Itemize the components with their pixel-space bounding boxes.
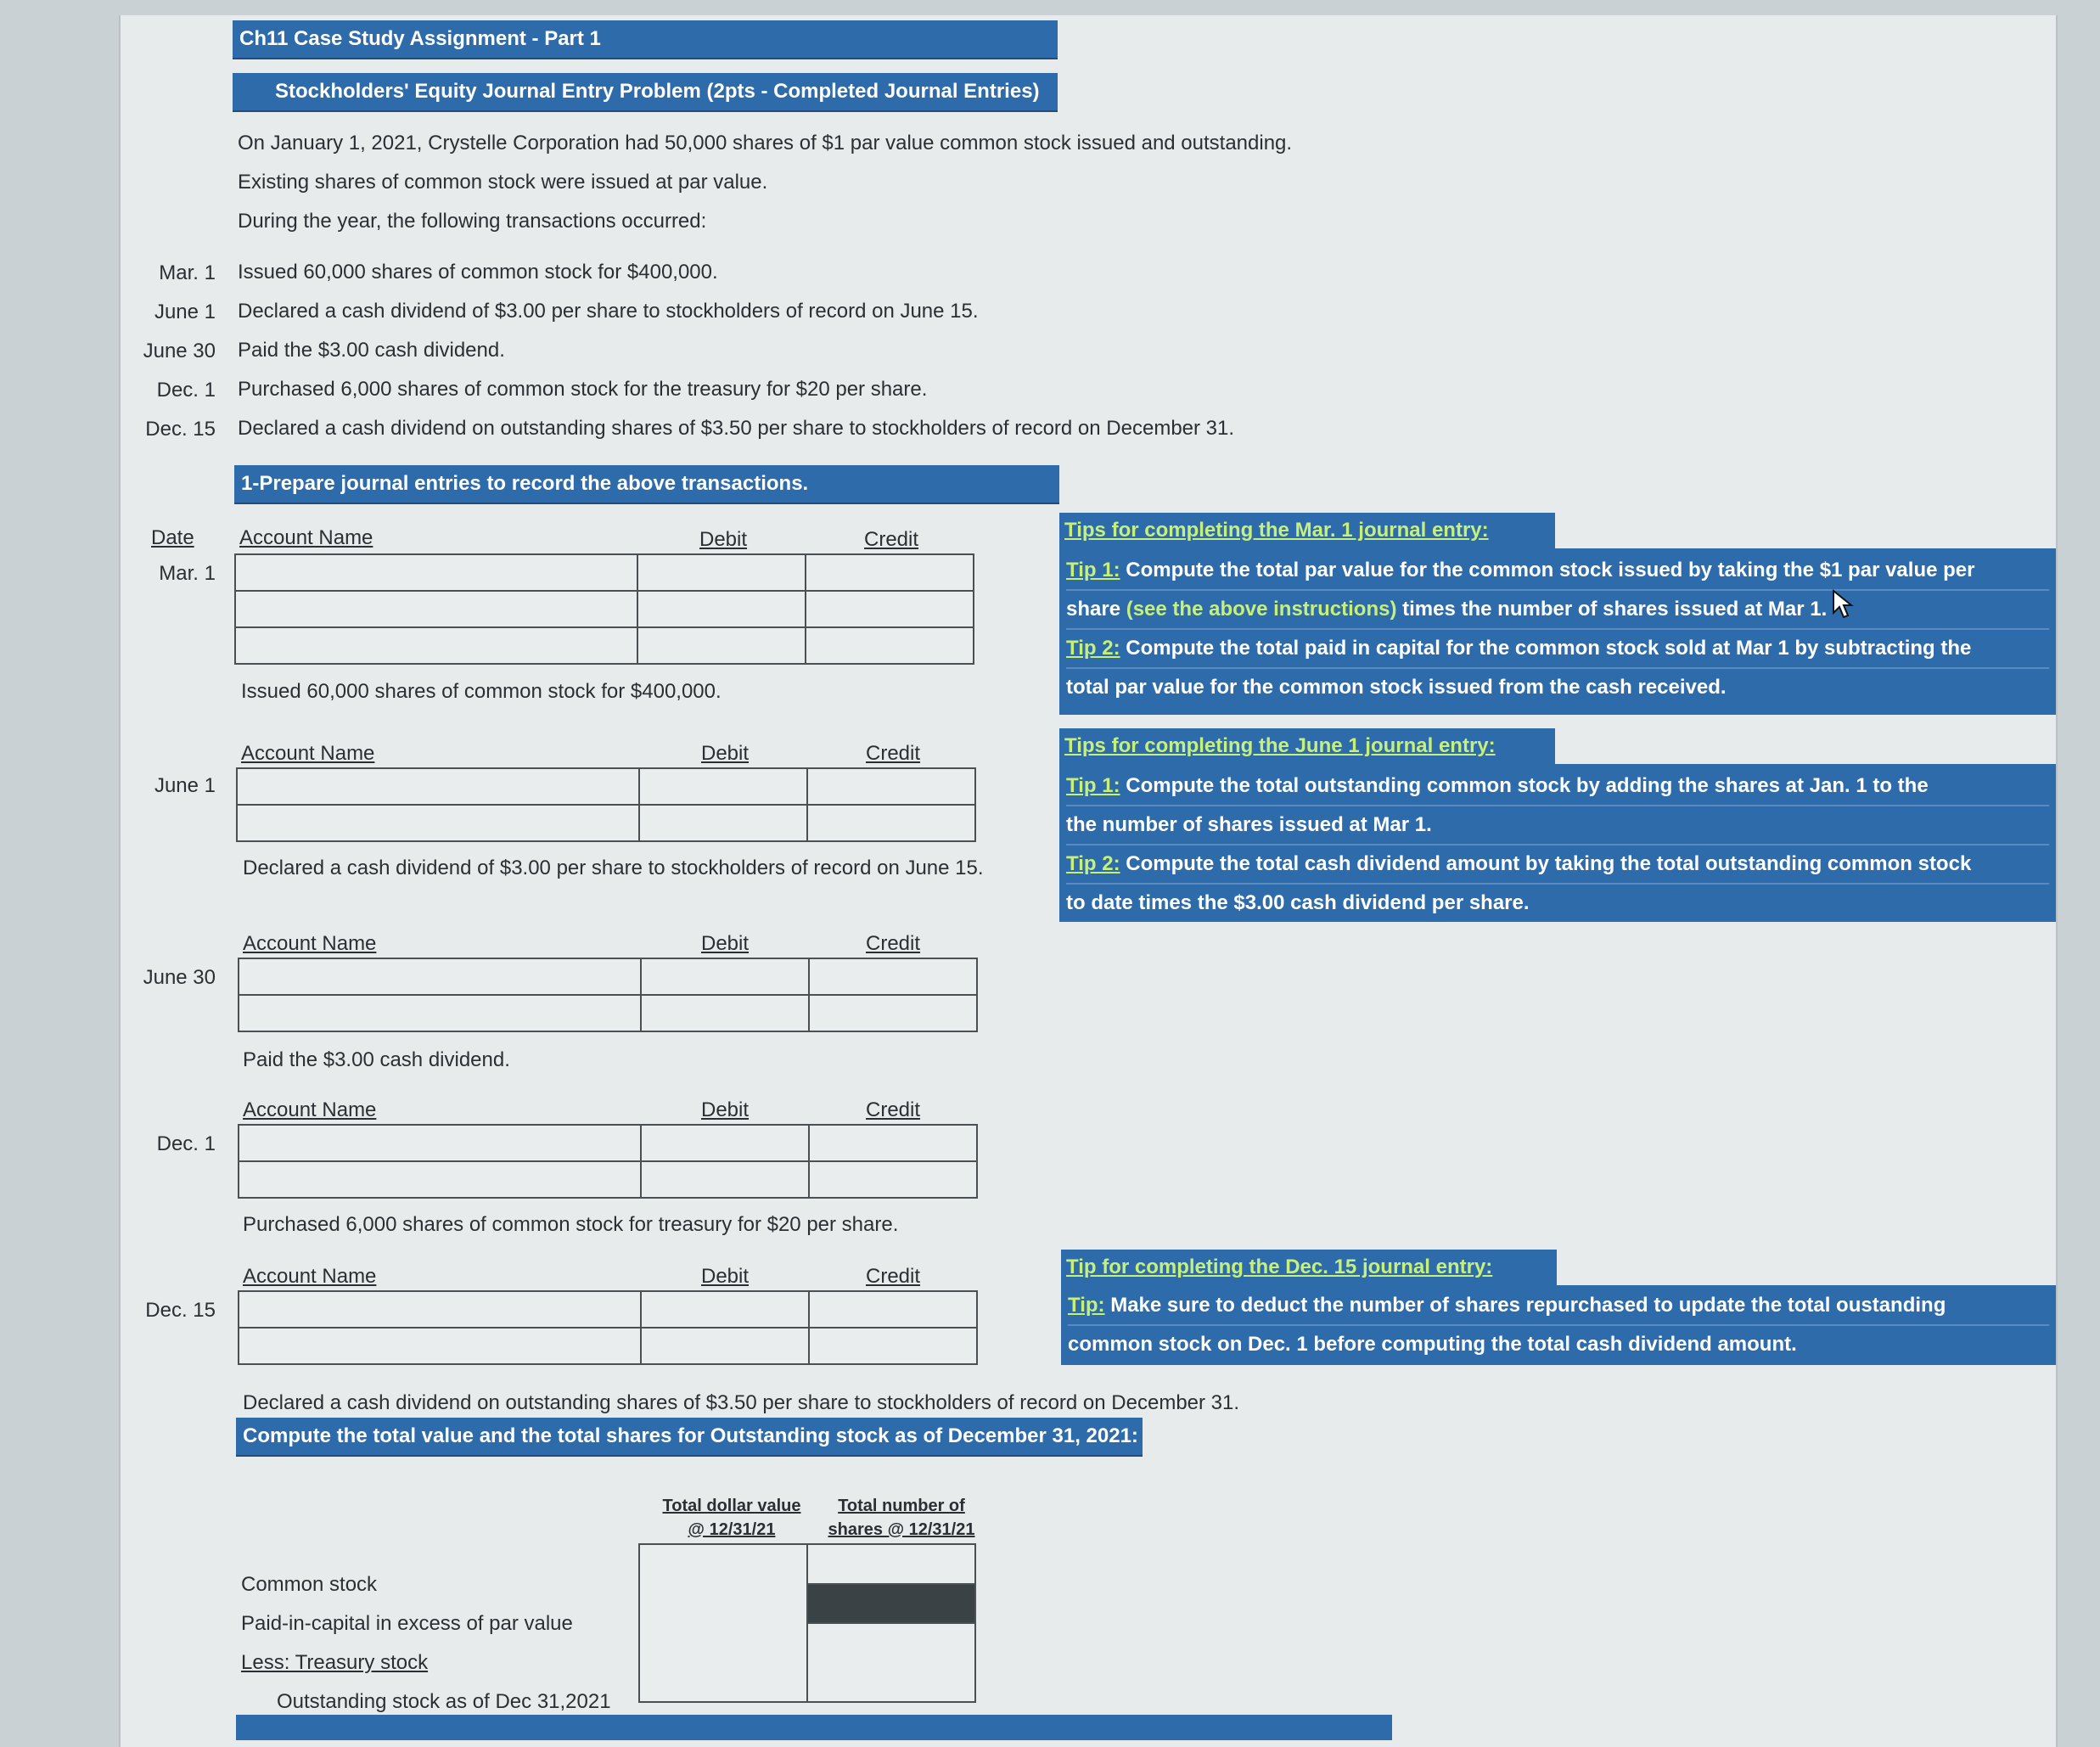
journal-row	[239, 1125, 977, 1161]
tip-line	[1066, 552, 2049, 591]
account-cell[interactable]	[239, 1328, 641, 1364]
date-header: Date	[151, 526, 194, 549]
tips-dec15-box	[1061, 1285, 2056, 1365]
debit-header: Debit	[701, 932, 750, 955]
journal-row	[239, 1161, 977, 1198]
summary-col1-line1: Total dollar value	[662, 1497, 801, 1515]
summary-shares-cell[interactable]	[807, 1544, 975, 1584]
journal-row	[239, 1328, 977, 1364]
account-cell[interactable]	[239, 1161, 641, 1198]
tip-line	[1066, 591, 2049, 630]
entry-date: June 30	[143, 966, 216, 989]
transaction-date: June 30	[143, 340, 216, 362]
tip-label: Tip 2:	[1066, 852, 1120, 875]
tip-line	[1068, 1287, 2049, 1326]
account-name-header: Account Name	[243, 1098, 377, 1121]
summary-title: Compute the total value and the total shares for Outstanding stock as of December 31, 2021:	[236, 1418, 1143, 1457]
account-cell[interactable]	[239, 1291, 641, 1328]
tip-label: Tip:	[1068, 1294, 1105, 1317]
account-cell[interactable]	[239, 995, 641, 1031]
journal-entry-table	[238, 1290, 978, 1365]
intro-line-1: On January 1, 2021, Crystelle Corporation had 50,000 shares of $1 par value common stock issued and outstanding.	[238, 132, 1293, 154]
summary-row-label: Paid-in-capital in excess of par value	[241, 1612, 573, 1635]
tips-june1-box	[1059, 764, 2056, 922]
account-name-header: Account Name	[243, 1265, 377, 1288]
debit-cell[interactable]	[639, 805, 807, 841]
tip-text: Make sure to deduct the number of shares repurchased to update the total oustanding	[1104, 1294, 1946, 1317]
debit-cell[interactable]	[637, 627, 806, 664]
summary-col2-line2: shares @ 12/31/21	[828, 1520, 975, 1539]
journal-row	[237, 805, 975, 841]
credit-cell[interactable]	[809, 995, 977, 1031]
journal-row	[235, 591, 974, 627]
journal-row	[235, 554, 974, 591]
tip-text: the number of shares issued at Mar 1.	[1066, 813, 1432, 836]
account-cell[interactable]	[237, 805, 639, 841]
tip-text: total par value for the common stock issued from the cash received.	[1066, 676, 1727, 699]
account-name-header: Account Name	[241, 742, 375, 765]
section1-title: 1-Prepare journal entries to record the above transactions.	[234, 465, 1059, 504]
transaction-date: June 1	[154, 301, 216, 323]
credit-header: Credit	[866, 742, 921, 765]
transaction-date: Mar. 1	[159, 261, 216, 284]
debit-header: Debit	[701, 1265, 750, 1288]
journal-entry-table	[238, 1124, 978, 1199]
journal-row	[235, 627, 974, 664]
tip-line	[1068, 1326, 2049, 1363]
tip-label: Tip 1:	[1066, 559, 1120, 581]
account-cell[interactable]	[235, 591, 637, 627]
tip-line	[1066, 630, 2049, 669]
journal-row	[237, 768, 975, 805]
tip-text: common stock on Dec. 1 before computing the total cash dividend amount.	[1068, 1333, 1797, 1356]
tips-dec15-heading: Tip for completing the Dec. 15 journal entry:	[1061, 1250, 1557, 1287]
summary-col1-header	[647, 1494, 817, 1542]
tip-text: Compute the total cash dividend amount by taking the total outstanding common stock	[1120, 852, 1972, 875]
entry-caption: Declared a cash dividend on outstanding shares of $3.50 per share to stockholders of record on December 31.	[243, 1391, 1240, 1414]
summary-col2-header	[808, 1494, 995, 1542]
journal-entry-table	[238, 958, 978, 1032]
tip-label: Tip 1:	[1066, 774, 1120, 797]
tip-line	[1066, 845, 2049, 885]
account-cell[interactable]	[235, 554, 637, 591]
credit-cell[interactable]	[806, 591, 974, 627]
transaction-text: Declared a cash dividend on outstanding shares of $3.50 per share to stockholders of record on December 31.	[238, 417, 1235, 440]
journal-entry-table	[236, 767, 976, 842]
entry-date: Mar. 1	[159, 562, 216, 585]
credit-cell[interactable]	[809, 1291, 977, 1328]
tip-line	[1066, 767, 2049, 806]
credit-cell[interactable]	[809, 958, 977, 995]
transaction-text: Purchased 6,000 shares of common stock for the treasury for $20 per share.	[238, 378, 928, 401]
tip-text: share	[1066, 598, 1126, 621]
journal-row	[239, 958, 977, 995]
journal-entry-table	[234, 553, 974, 665]
entry-date: Dec. 15	[145, 1299, 216, 1322]
tips-mar1-heading: Tips for completing the Mar. 1 journal entry:	[1059, 513, 1555, 550]
summary-row-label: Outstanding stock as of Dec 31,2021	[277, 1690, 611, 1713]
journal-row	[239, 995, 977, 1031]
summary-table	[638, 1543, 976, 1703]
summary-row	[639, 1544, 975, 1584]
assignment-title: Ch11 Case Study Assignment - Part 1	[233, 20, 1058, 59]
debit-cell[interactable]	[641, 1161, 809, 1198]
entry-caption: Issued 60,000 shares of common stock for $400,000.	[241, 680, 722, 703]
account-name-header: Account Name	[239, 526, 373, 549]
summary-col1-line2: @ 12/31/21	[688, 1520, 776, 1539]
tip-line	[1066, 669, 2049, 706]
debit-cell[interactable]	[641, 1291, 809, 1328]
debit-header: Debit	[699, 528, 748, 551]
account-cell[interactable]	[235, 627, 637, 664]
credit-header: Credit	[866, 1098, 921, 1121]
credit-header: Credit	[864, 528, 919, 551]
tip-note: (see the above instructions)	[1126, 598, 1397, 621]
entry-date: Dec. 1	[156, 1132, 216, 1155]
transaction-date: Dec. 1	[156, 379, 216, 402]
next-section-bar	[236, 1715, 1392, 1740]
entry-caption: Declared a cash dividend of $3.00 per share to stockholders of record on June 15.	[243, 857, 984, 879]
credit-cell[interactable]	[807, 768, 975, 805]
problem-subtitle: Stockholders' Equity Journal Entry Problem (2pts - Completed Journal Entries)	[233, 73, 1058, 112]
debit-cell[interactable]	[637, 554, 806, 591]
summary-shares-cell[interactable]	[807, 1623, 975, 1663]
credit-header: Credit	[866, 932, 921, 955]
credit-header: Credit	[866, 1265, 921, 1288]
debit-header: Debit	[701, 1098, 750, 1121]
credit-cell[interactable]	[806, 627, 974, 664]
tip-text: Compute the total paid in capital for the common stock sold at Mar 1 by subtracting the	[1120, 637, 1972, 660]
debit-cell[interactable]	[641, 1125, 809, 1161]
debit-cell[interactable]	[641, 1328, 809, 1364]
summary-shares-cell-shaded	[807, 1584, 975, 1624]
tip-text: times the number of shares issued at Mar 1.	[1396, 598, 1828, 621]
transaction-text: Paid the $3.00 cash dividend.	[238, 339, 505, 362]
debit-cell[interactable]	[641, 958, 809, 995]
debit-cell[interactable]	[637, 591, 806, 627]
summary-col2-line1: Total number of	[838, 1497, 965, 1515]
credit-cell[interactable]	[806, 554, 974, 591]
summary-row-label: Less: Treasury stock	[241, 1651, 429, 1674]
entry-caption: Purchased 6,000 shares of common stock for treasury for $20 per share.	[243, 1213, 899, 1236]
entry-caption: Paid the $3.00 cash dividend.	[243, 1048, 510, 1071]
account-cell[interactable]	[239, 1125, 641, 1161]
transaction-text: Declared a cash dividend of $3.00 per share to stockholders of record on June 15.	[238, 300, 979, 323]
journal-row	[239, 1291, 977, 1328]
account-name-header: Account Name	[243, 932, 377, 955]
tip-text: Compute the total outstanding common stock by adding the shares at Jan. 1 to the	[1120, 774, 1929, 797]
transaction-text: Issued 60,000 shares of common stock for $400,000.	[238, 261, 718, 284]
account-cell[interactable]	[237, 768, 639, 805]
debit-cell[interactable]	[639, 768, 807, 805]
credit-cell[interactable]	[807, 805, 975, 841]
tips-june1-heading: Tips for completing the June 1 journal entry:	[1059, 728, 1555, 766]
transaction-date: Dec. 15	[145, 418, 216, 441]
debit-cell[interactable]	[641, 995, 809, 1031]
intro-line-2: Existing shares of common stock were issued at par value.	[238, 171, 768, 194]
tip-line	[1066, 806, 2049, 845]
credit-cell[interactable]	[809, 1328, 977, 1364]
entry-date: June 1	[154, 774, 216, 797]
credit-cell[interactable]	[809, 1125, 977, 1161]
tip-text: to date times the $3.00 cash dividend per share.	[1066, 891, 1530, 914]
worksheet	[119, 15, 2058, 1747]
credit-cell[interactable]	[809, 1161, 977, 1198]
tip-line	[1066, 885, 2049, 922]
tip-text: Compute the total par value for the common stock issued by taking the $1 par value per	[1120, 559, 1975, 581]
mouse-cursor-icon	[1832, 589, 1854, 620]
summary-row-label: Common stock	[241, 1573, 378, 1596]
summary-dollar-cell[interactable]	[639, 1544, 807, 1702]
tip-label: Tip 2:	[1066, 637, 1120, 660]
intro-line-3: During the year, the following transactions occurred:	[238, 210, 707, 233]
debit-header: Debit	[701, 742, 750, 765]
tips-mar1-box	[1059, 548, 2056, 715]
summary-shares-cell[interactable]	[807, 1663, 975, 1703]
account-cell[interactable]	[239, 958, 641, 995]
